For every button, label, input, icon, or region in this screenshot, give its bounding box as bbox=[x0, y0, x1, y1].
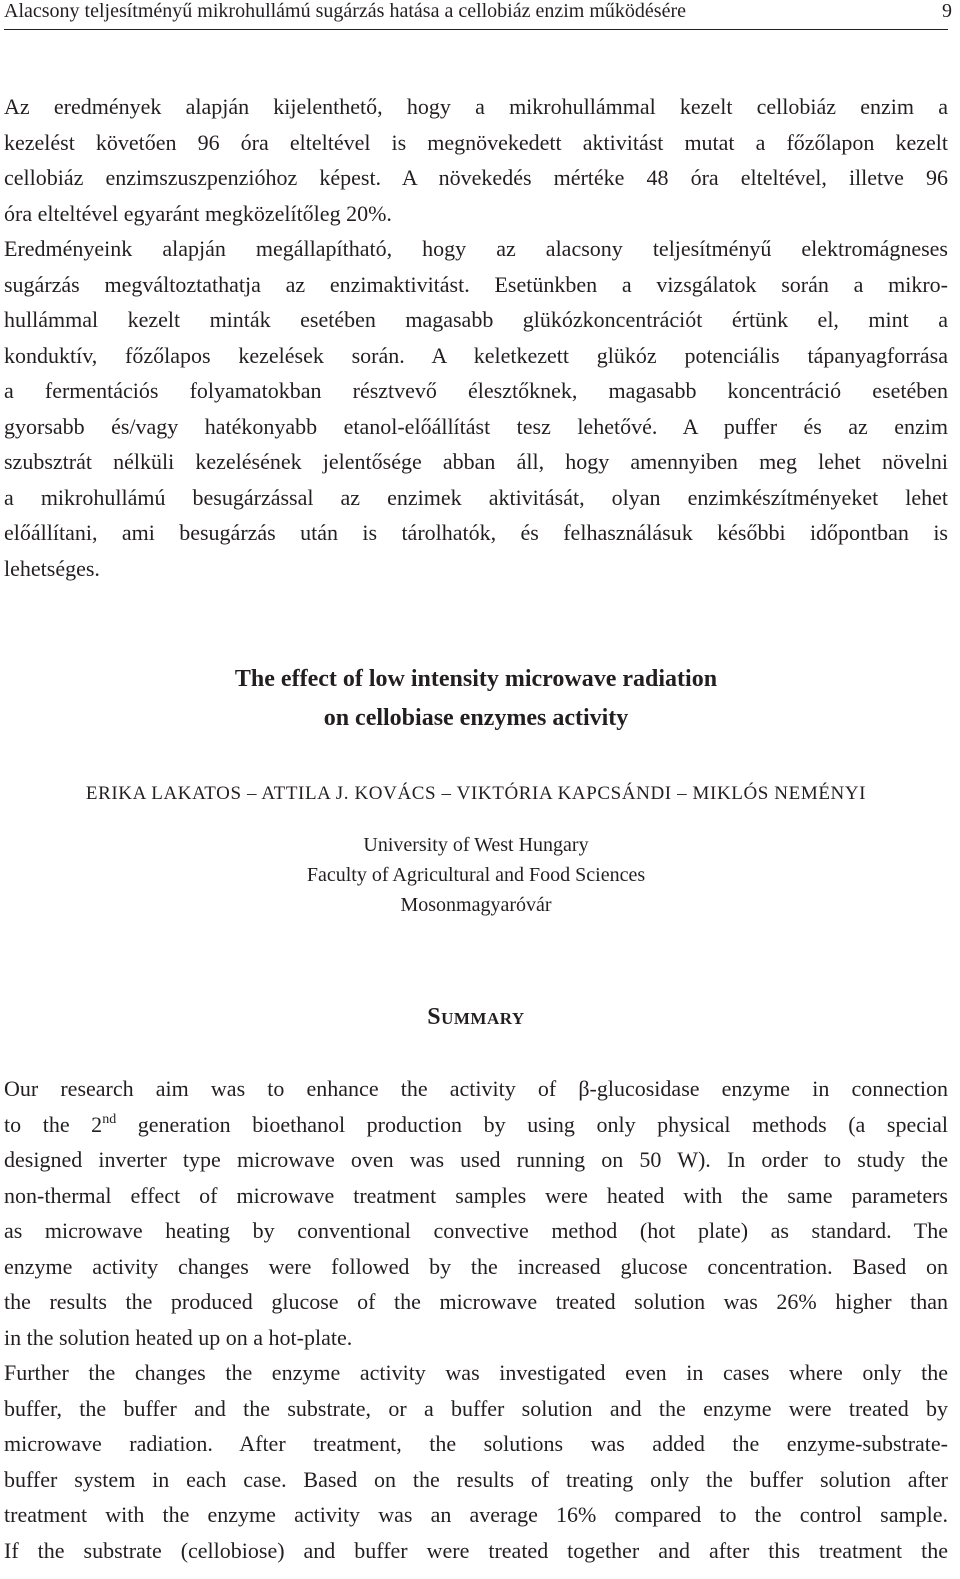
text-line: Our research aim was to enhance the activity of β-glucosidase enzyme in connection bbox=[4, 1076, 948, 1101]
text-line: konduktív, főzőlapos kezelések során. A keletkezett glükóz potenciális tápanyagforrása bbox=[4, 342, 948, 368]
title-line-1: The effect of low intensity microwave radiation bbox=[234, 666, 718, 692]
affiliation bbox=[0, 830, 952, 920]
text-line: buffer, the buffer and the substrate, or a buffer solution and the enzyme were treated by bbox=[4, 1395, 948, 1421]
text-line: designed inverter type microwave oven was used running on 50 W). In order to study the bbox=[4, 1147, 948, 1172]
text-line: hullámmal kezelt minták esetében magasabb glükózkoncentrációt értünk el, mint a bbox=[4, 307, 948, 332]
text-line: szubsztrát nélküli kezelésének jelentősége abban áll, hogy amennyiben meg lehet növelni bbox=[4, 449, 948, 474]
text-fragment: generation bioethanol production by using only physical methods (a special bbox=[116, 1111, 948, 1137]
text-line: óra elteltével egyaránt megközelítőleg 20%. bbox=[4, 200, 392, 226]
text-line: in the solution heated up on a hot-plate. bbox=[4, 1324, 353, 1350]
text-line: Eredményeink alapján megállapítható, hogy az alacsony teljesítményű elektromágneses bbox=[4, 236, 948, 261]
affiliation-university: University of West Hungary bbox=[363, 834, 589, 856]
title-line-2: on cellobiase enzymes activity bbox=[323, 705, 629, 731]
text-line: the results the produced glucose of the microwave treated solution was 26% higher than bbox=[4, 1289, 948, 1314]
summary-paragraph-2 bbox=[4, 1355, 948, 1568]
text-line: If the substrate (cellobiose) and buffer were treated together and after this treatment the bbox=[4, 1537, 948, 1563]
running-head-title: Alacsony teljesítményű mikrohullámú sugárzás hatása a cellobiáz enzim működésére bbox=[4, 0, 686, 22]
superscript-nd: nd bbox=[102, 1111, 117, 1127]
running-head bbox=[4, 0, 952, 24]
text-line: előállítani, ami besugárzás után is tárolhatók, és felhasználásuk későbbi időpontban is bbox=[4, 520, 948, 545]
text-line: microwave radiation. After treatment, the solutions was added the enzyme-substrate- bbox=[4, 1431, 948, 1456]
header-rule bbox=[4, 29, 948, 30]
page-number: 9 bbox=[942, 0, 952, 22]
text-line: buffer system in each case. Based on the results of treating only the buffer solution after bbox=[4, 1466, 948, 1492]
affiliation-faculty: Faculty of Agricultural and Food Sciences bbox=[306, 864, 646, 886]
text-line: non-thermal effect of microwave treatment samples were heated with the same parameters bbox=[4, 1182, 948, 1208]
text-line: a mikrohullámú besugárzással az enzimek aktivitását, olyan enzimkészítményeket lehet bbox=[4, 484, 948, 510]
text-line: kezelést követően 96 óra elteltével is megnövekedett aktivitást mutat a főzőlapon kezelt bbox=[4, 129, 948, 155]
text-line: Az eredmények alapján kijelenthető, hogy a mikrohullámmal kezelt cellobiáz enzim a bbox=[4, 94, 948, 119]
text-line: as microwave heating by conventional convective method (hot plate) as standard. The bbox=[4, 1218, 948, 1243]
text-line: lehetséges. bbox=[4, 555, 100, 581]
english-article-title bbox=[0, 660, 952, 738]
text-line: treatment with the enzyme activity was an average 16% compared to the control sample. bbox=[4, 1502, 948, 1527]
affiliation-city: Mosonmagyaróvár bbox=[400, 894, 552, 916]
summary-heading: Summary bbox=[427, 1004, 525, 1030]
text-line: Further the changes the enzyme activity was investigated even in cases where only the bbox=[4, 1360, 948, 1385]
author-list: ERIKA LAKATOS – ATTILA J. KOVÁCS – VIKTÓRIA KAPCSÁNDI – MIKLÓS NEMÉNYI bbox=[85, 783, 867, 804]
text-line: enzyme activity changes were followed by the increased glucose concentration. Based on bbox=[4, 1253, 948, 1279]
text-line: cellobiáz enzimszuszpenzióhoz képest. A növekedés mértéke 48 óra elteltével, illetve 96 bbox=[4, 165, 948, 190]
hungarian-conclusion-paragraph bbox=[4, 89, 948, 586]
text-line: gyorsabb és/vagy hatékonyabb etanol-előállítást tesz lehetővé. A puffer és az enzim bbox=[4, 413, 948, 439]
text-line: a fermentációs folyamatokban résztvevő élesztőknek, magasabb koncentráció esetében bbox=[4, 378, 948, 403]
summary-paragraph-1 bbox=[4, 1071, 948, 1355]
text-line-with-superscript bbox=[4, 1107, 948, 1143]
text-fragment: to the 2 bbox=[4, 1111, 103, 1137]
text-line: sugárzás megváltoztathatja az enzimaktivitást. Esetünkben a vizsgálatok során a mikro- bbox=[4, 271, 948, 297]
